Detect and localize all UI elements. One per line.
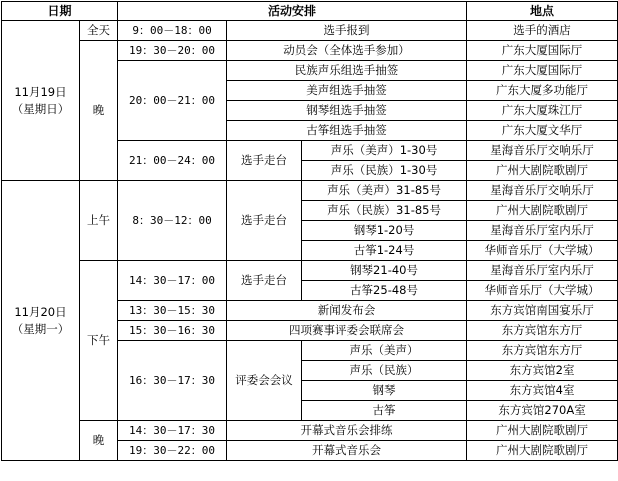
date-line: 11月20日	[14, 304, 67, 319]
header-location: 地点	[467, 2, 618, 21]
period-cell: 全天	[80, 21, 118, 41]
sub-activity-cell: 声乐（民族）31-85号	[302, 201, 467, 221]
time-cell: 19：30－22：00	[118, 441, 227, 461]
time-cell: 13：30－15：30	[118, 301, 227, 321]
period-cell: 晚	[80, 41, 118, 181]
sub-activity-cell: 声乐（民族）1-30号	[302, 161, 467, 181]
activity-cell: 选手走台	[227, 261, 302, 301]
table-row	[2, 41, 618, 61]
date-line: 11月19日	[14, 84, 67, 99]
sub-activity-cell: 古筝	[302, 401, 467, 421]
activity-cell: 动员会（全体选手参加）	[227, 41, 467, 61]
table-row	[2, 181, 618, 201]
location-cell: 华师音乐厅（大学城）	[467, 281, 618, 301]
sub-activity-cell: 声乐（民族）	[302, 361, 467, 381]
time-cell: 9：00－18：00	[118, 21, 227, 41]
time-cell: 19：30－20：00	[118, 41, 227, 61]
location-cell: 选手的酒店	[467, 21, 618, 41]
location-cell: 星海音乐厅交响乐厅	[467, 141, 618, 161]
location-cell: 广州大剧院歌剧厅	[467, 201, 618, 221]
sub-activity-cell: 古筝1-24号	[302, 241, 467, 261]
activity-cell: 美声组选手抽签	[227, 81, 467, 101]
date-cell-day2	[2, 181, 80, 461]
location-cell: 广州大剧院歌剧厅	[467, 441, 618, 461]
location-cell: 东方宾馆4室	[467, 381, 618, 401]
location-cell: 星海音乐厅交响乐厅	[467, 181, 618, 201]
activity-cell: 评委会会议	[227, 341, 302, 421]
activity-cell: 四项赛事评委会联席会	[227, 321, 467, 341]
activity-cell: 新闻发布会	[227, 301, 467, 321]
date-cell-day1	[2, 21, 80, 181]
sub-activity-cell: 声乐（美声）1-30号	[302, 141, 467, 161]
weekday-line: （星期一）	[11, 321, 70, 336]
sub-activity-cell: 钢琴	[302, 381, 467, 401]
activity-cell: 开幕式音乐会排练	[227, 421, 467, 441]
table-row	[2, 21, 618, 41]
time-cell: 16：30－17：30	[118, 341, 227, 421]
period-cell: 下午	[80, 261, 118, 421]
activity-cell: 选手报到	[227, 21, 467, 41]
time-cell: 21：00－24：00	[118, 141, 227, 181]
location-cell: 星海音乐厅室内乐厅	[467, 221, 618, 241]
sub-activity-cell: 钢琴1-20号	[302, 221, 467, 241]
location-cell: 东方宾馆南国宴乐厅	[467, 301, 618, 321]
location-cell: 广东大厦国际厅	[467, 41, 618, 61]
header-activity: 活动安排	[118, 2, 467, 21]
time-cell: 8：30－12：00	[118, 181, 227, 261]
time-cell: 14：30－17：30	[118, 421, 227, 441]
location-cell: 广州大剧院歌剧厅	[467, 421, 618, 441]
location-cell: 东方宾馆270A室	[467, 401, 618, 421]
header-row	[2, 2, 618, 21]
activity-cell: 钢琴组选手抽签	[227, 101, 467, 121]
schedule-table	[1, 1, 618, 461]
header-date: 日期	[2, 2, 118, 21]
sub-activity-cell: 声乐（美声）	[302, 341, 467, 361]
activity-cell: 选手走台	[227, 181, 302, 261]
activity-cell: 选手走台	[227, 141, 302, 181]
location-cell: 广东大厦文华厅	[467, 121, 618, 141]
sub-activity-cell: 钢琴21-40号	[302, 261, 467, 281]
location-cell: 广东大厦多功能厅	[467, 81, 618, 101]
activity-cell: 民族声乐组选手抽签	[227, 61, 467, 81]
weekday-line: （星期日）	[11, 101, 70, 116]
activity-cell: 开幕式音乐会	[227, 441, 467, 461]
time-cell: 20：00－21：00	[118, 61, 227, 141]
location-cell: 东方宾馆东方厅	[467, 341, 618, 361]
time-cell: 15：30－16：30	[118, 321, 227, 341]
location-cell: 东方宾馆东方厅	[467, 321, 618, 341]
location-cell: 广东大厦国际厅	[467, 61, 618, 81]
sub-activity-cell: 古筝25-48号	[302, 281, 467, 301]
period-cell: 上午	[80, 181, 118, 261]
time-cell: 14：30－17：00	[118, 261, 227, 301]
table-row	[2, 261, 618, 281]
location-cell: 星海音乐厅室内乐厅	[467, 261, 618, 281]
sub-activity-cell: 声乐（美声）31-85号	[302, 181, 467, 201]
table-row	[2, 421, 618, 441]
activity-cell: 古筝组选手抽签	[227, 121, 467, 141]
location-cell: 广东大厦珠江厅	[467, 101, 618, 121]
period-cell: 晚	[80, 421, 118, 461]
location-cell: 华师音乐厅（大学城）	[467, 241, 618, 261]
location-cell: 东方宾馆2室	[467, 361, 618, 381]
location-cell: 广州大剧院歌剧厅	[467, 161, 618, 181]
